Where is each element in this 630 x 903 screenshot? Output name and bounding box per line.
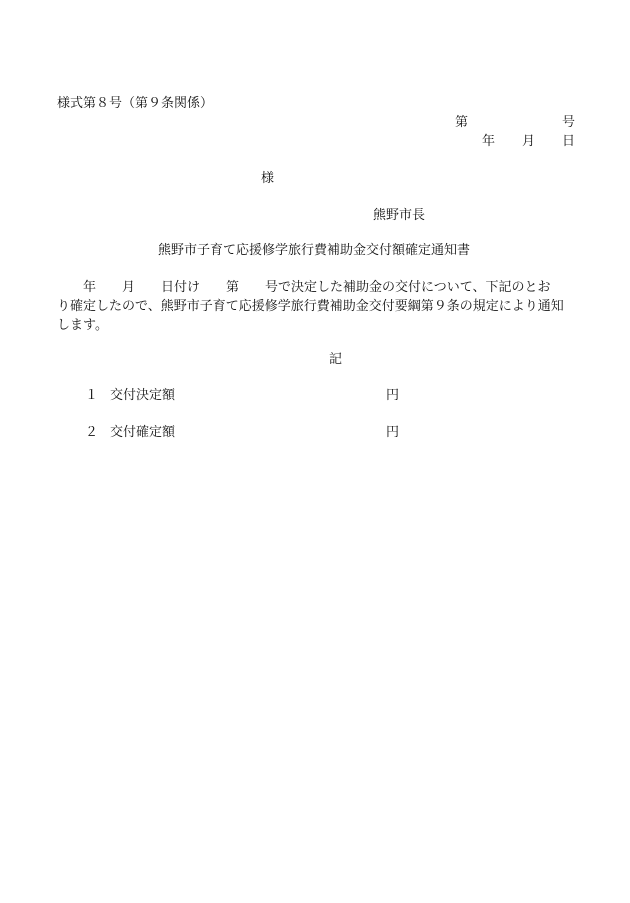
document-number-suffix: 号	[562, 115, 576, 130]
body-line-2: り確定したので、熊野市子育て応援修学旅行費補助金交付要綱第９条の規定により通知	[57, 299, 564, 314]
date-year-label: 年	[482, 134, 496, 149]
date-day-label: 日	[562, 134, 576, 149]
form-label: 様式第８号（第９条関係）	[57, 96, 214, 111]
ki-heading: 記	[329, 352, 343, 367]
body-line-1: 年 月 日付け 第 号で決定した補助金の交付について、下記のとお	[57, 280, 551, 295]
item-label: 交付確定額	[110, 425, 176, 440]
item-number: ２	[85, 425, 99, 440]
item-number: １	[85, 388, 99, 403]
recipient-honorific: 様	[261, 171, 275, 186]
body-line-3: します。	[57, 318, 108, 333]
document-number-prefix: 第	[455, 115, 469, 130]
item-label: 交付決定額	[110, 388, 176, 403]
body-paragraph	[57, 278, 577, 335]
document-title: 熊野市子育て応援修学旅行費補助金交付額確定通知書	[158, 243, 471, 258]
date-month-label: 月	[522, 134, 536, 149]
item-unit: 円	[386, 388, 400, 403]
issuer-name: 熊野市長	[373, 208, 426, 223]
item-unit: 円	[386, 425, 400, 440]
